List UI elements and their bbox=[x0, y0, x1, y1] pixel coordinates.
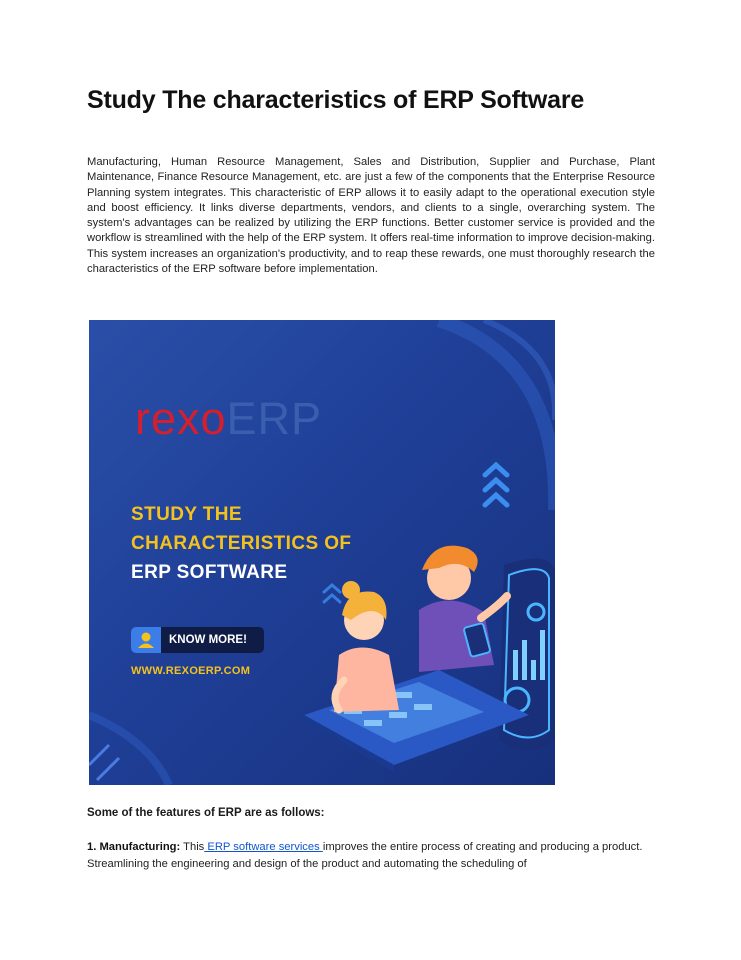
intro-paragraph: Manufacturing, Human Resource Management, Sales and Distribution, Supplier and Purchase, Plant Maintenance, Finance Resource Management, etc. are just a few of the components that the Enterprise Resource Planning system integrates. This characteristic of ERP allows it to easily adapt to the operational execution style and boost efficiency. It links diverse departments, vendors, and clients to a single, overarching system. The system's advantages can be realized by utilizing the ERP functions. Better customer service is provided and the workflow is streamlined with the help of the ERP system. It offers real-time information to improve decision-making. This system increases an organization's productivity, and to reap these rewards, one must thoroughly research the characteristics of the ERP software before implementation. bbox=[87, 156, 655, 276]
headline-line-3: ERP SOFTWARE bbox=[131, 562, 288, 583]
features-heading: Some of the features of ERP are as follows: bbox=[87, 807, 325, 819]
erp-software-services-link[interactable]: ERP software services bbox=[204, 841, 323, 853]
promo-banner-image bbox=[89, 320, 555, 785]
banner-headline bbox=[131, 500, 351, 587]
chevron-up-icons bbox=[485, 465, 507, 505]
know-more-label: KNOW MORE! bbox=[169, 634, 247, 646]
feature-label: 1. Manufacturing: bbox=[87, 841, 181, 853]
page-title: Study The characteristics of ERP Software bbox=[87, 86, 585, 114]
feature-item-manufacturing: 1. Manufacturing: This ERP software services improves the entire process of creating and producing a product. Streamlining the engineering and design of the product and automating the scheduling of bbox=[87, 841, 643, 870]
headline-line-2: CHARACTERISTICS OF bbox=[131, 533, 352, 554]
user-icon bbox=[131, 627, 161, 653]
headline-line-1: STUDY THE bbox=[131, 504, 242, 525]
know-more-button bbox=[131, 627, 264, 653]
rexoerp-logo: rexoERP bbox=[135, 393, 323, 444]
banner-website: WWW.REXOERP.COM bbox=[131, 665, 251, 677]
